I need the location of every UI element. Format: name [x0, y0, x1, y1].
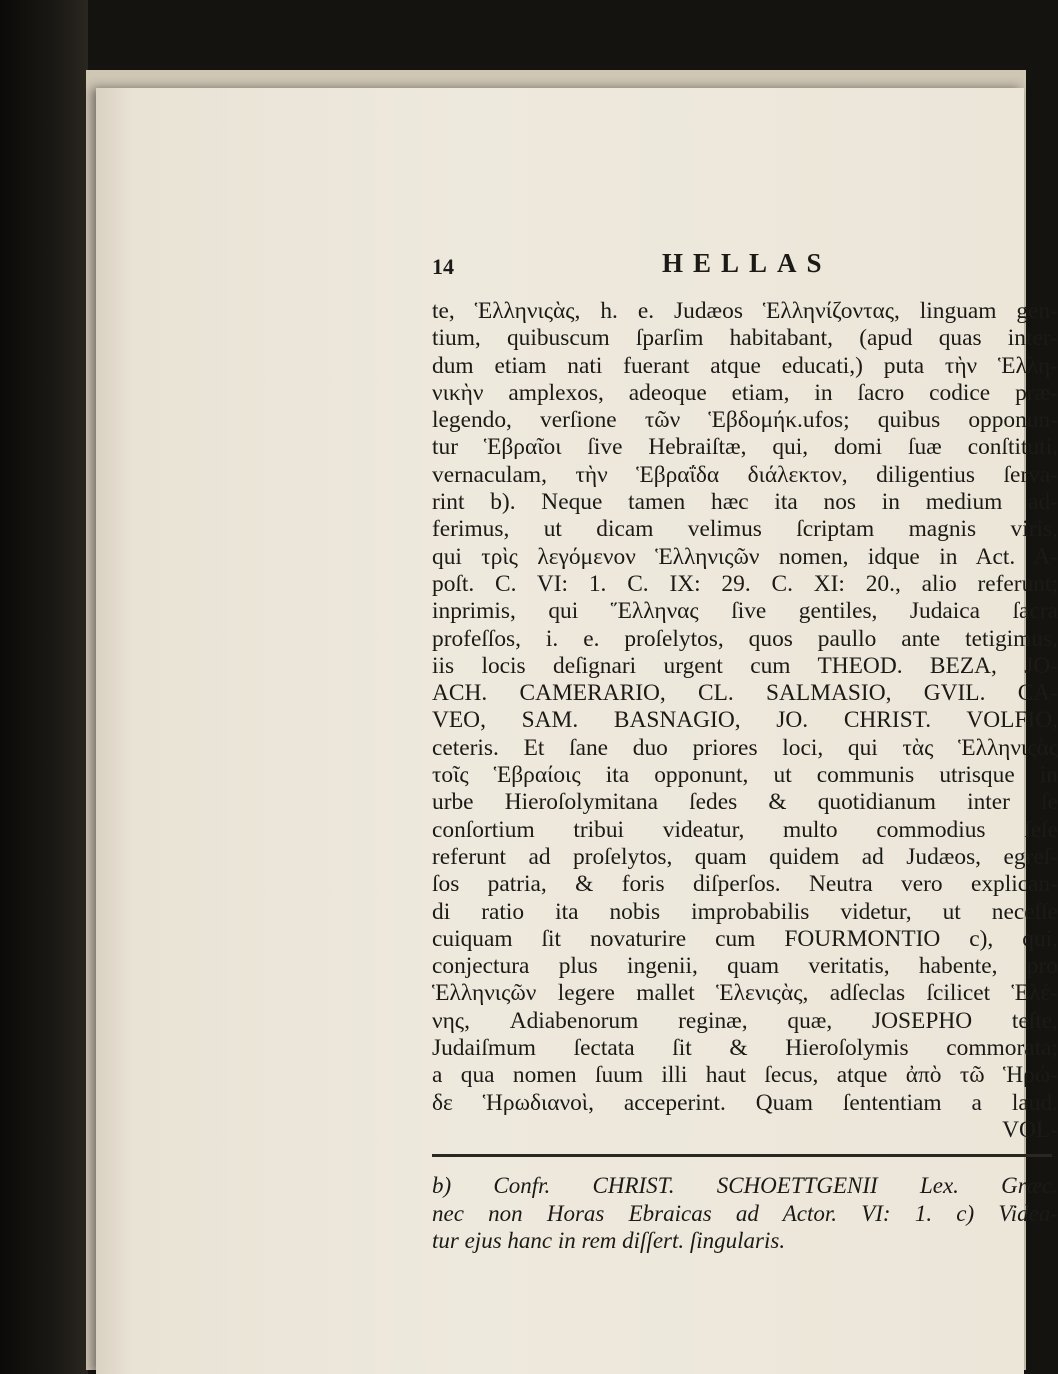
page-text-block	[432, 248, 1058, 1255]
body-line: legendo, verſione τῶν Ἑβδομήκ.ufos; quibus opponun-	[432, 407, 1058, 434]
body-line: vernaculam, τὴν Ἑβραΐδα διάλεκτον, diligentius ſerva-	[432, 461, 1058, 488]
body-line: ſos patria, & foris diſperſos. Neutra vero explican-	[432, 871, 1058, 898]
running-head: HELLAS	[662, 248, 832, 278]
body-line: cuiquam ſit novaturire cum FOURMONTIO c), qui,	[432, 925, 1058, 952]
book-page	[96, 88, 1058, 1374]
footnote-line: tur ejus hanc in rem diſſert. ſingularis.	[432, 1228, 786, 1254]
body-line: conſortium tribui videatur, multo commodius ſeſe	[432, 816, 1058, 843]
body-line: VOL-	[1002, 1116, 1058, 1143]
body-line: ferimus, ut dicam velimus ſcriptam magnis viris,	[432, 516, 1058, 543]
body-text	[432, 298, 1058, 1144]
footnote-separator-rule	[432, 1154, 1052, 1160]
body-line: Judaiſmum ſectata ſit & Hieroſolymis commorata;	[432, 1035, 1058, 1062]
body-line: δε Ἡρωδιανοὶ, acceperint. Quam ſententiam a laud.	[432, 1089, 1058, 1116]
body-line: dum etiam nati fuerant atque educati,) puta τὴν Ἑλλη-	[432, 352, 1058, 379]
footnote-line: b) Confr. CHRIST. SCHOETTGENII Lex. Græc.	[432, 1173, 1058, 1199]
footnotes	[432, 1172, 1058, 1255]
body-line: tur Ἑβραῖοι ſive Hebraiſtæ, qui, domi ſuæ conſtituti,	[432, 434, 1058, 461]
body-line: νικὴν amplexos, adeoque etiam, in ſacro codice præ-	[432, 379, 1058, 406]
page-header	[432, 248, 1058, 298]
body-line: νης, Adiabenorum reginæ, quæ, JOSEPHO teſte,	[432, 1007, 1058, 1034]
body-line: tium, quibuscum ſparſim habitabant, (apud quas inter-	[432, 325, 1058, 352]
body-line: iis locis deſignari urgent cum THEOD. BEZA, JO-	[432, 652, 1058, 679]
body-line: di ratio ita nobis improbabilis videtur, ut neceſſe	[432, 898, 1058, 925]
body-line: profeſſos, i. e. proſelytos, quos paullo ante tetigimus,	[432, 625, 1058, 652]
body-line: inprimis, qui Ἕλληνας ſive gentiles, Judaica ſacra	[432, 598, 1058, 625]
body-line: a qua nomen ſuum illi haut ſecus, atque ἀπὸ τῶ Ἡρώ-	[432, 1062, 1058, 1089]
footnote-line: nec non Horas Ebraicas ad Actor. VI: 1. c) Videa-	[432, 1200, 1058, 1226]
book-spine	[0, 0, 88, 1374]
body-line: Ἑλληνιςῶν legere mallet Ἑλενιςὰς, adſeclas ſcilicet Ἑλέ-	[432, 980, 1058, 1007]
body-line: ceteris. Et ſane duo priores loci, qui τὰς Ἑλληνιςὰς	[432, 734, 1058, 761]
body-line: urbe Hieroſolymitana ſedes & quotidianum inter ſe	[432, 789, 1058, 816]
body-line: τοῖς Ἑβραίοις ita opponunt, ut communis utrisque in	[432, 762, 1058, 789]
body-line: qui τρὶς λεγόμενον Ἑλληνιςῶν nomen, idque in Act. A-	[432, 543, 1058, 570]
body-line: poſt. C. VI: 1. C. IX: 29. C. XI: 20., alio referunt;	[432, 570, 1058, 597]
body-line: conjectura plus ingenii, quam veritatis, habente, pro	[432, 953, 1058, 980]
body-line: VEO, SAM. BASNAGIO, JO. CHRIST. VOLFIO,	[432, 707, 1058, 734]
body-line: rint b). Neque tamen hæc ita nos in medium ad-	[432, 489, 1058, 516]
body-line: referunt ad proſelytos, quam quidem ad Judæos, egreſ-	[432, 843, 1058, 870]
page-number: 14	[432, 254, 454, 279]
body-line: te, Ἑλληνιςὰς, h. e. Judæos Ἑλληνίζοντας, linguam gen-	[432, 298, 1058, 324]
body-line: ACH. CAMERARIO, CL. SALMASIO, GVIL. CA-	[432, 680, 1058, 707]
